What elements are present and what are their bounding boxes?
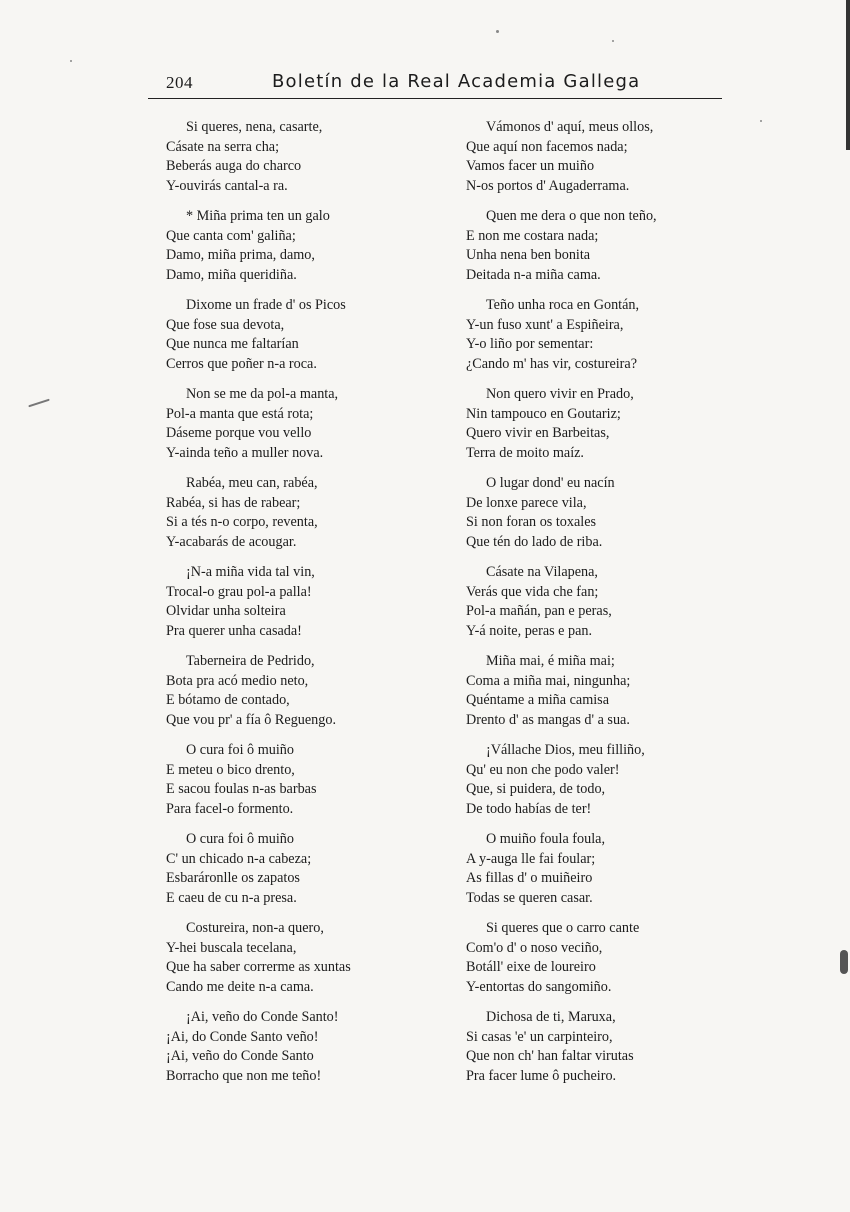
- verse-line: Y-á noite, peras e pan.: [466, 622, 593, 639]
- stanza: [166, 118, 436, 196]
- verse-line: Si queres que o carro cante: [486, 920, 640, 936]
- verse-line: Pra facer lume ô pucheiro.: [466, 1067, 617, 1084]
- stanza: [166, 652, 436, 730]
- verse-line: Y-entortas do sangomiño.: [466, 978, 612, 995]
- verse-line: Si non foran os toxales: [466, 514, 597, 530]
- verse-line: ¡Ai, veño do Conde Santo!: [186, 1009, 339, 1025]
- verse-line: Si casas 'e' un carpinteiro,: [466, 1028, 613, 1045]
- scan-edge-mark: [840, 950, 848, 974]
- verse-line: Drento d' as mangas d' a sua.: [466, 711, 630, 728]
- scan-speck: [760, 120, 762, 122]
- stanza: [166, 830, 436, 908]
- verse-line: Que canta com' galiña;: [166, 227, 296, 244]
- verse-line: Que vou pr' a fía ô Reguengo.: [166, 711, 337, 728]
- stanza: [166, 207, 436, 285]
- stanza: [466, 741, 736, 819]
- verse-line: Borracho que non me teño!: [166, 1067, 322, 1084]
- verse-line: Y-acabarás de acougar.: [166, 533, 297, 550]
- stanza: [166, 296, 436, 374]
- verse-line: Quen me dera o que non teño,: [486, 208, 657, 224]
- verse-line: Pol-a manta que está rota;: [166, 405, 314, 422]
- verse-line: ¿Cando m' has vir, costureira?: [466, 355, 637, 372]
- scan-speck: [612, 40, 614, 42]
- verse-line: Que tén do lado de riba.: [466, 533, 603, 550]
- verse-line: Que fose sua devota,: [166, 316, 285, 333]
- verse-line: ¡Ai, do Conde Santo veño!: [166, 1028, 319, 1045]
- verse-line: Cásate na Vilapena,: [486, 564, 598, 580]
- verse-line: * Miña prima ten un galo: [186, 208, 330, 224]
- verse-line: Y-ouvirás cantal-a ra.: [166, 177, 288, 194]
- verse-line: Esbaráronlle os zapatos: [166, 870, 300, 886]
- verse-line: ¡N-a miña vida tal vin,: [186, 564, 315, 580]
- verse-line: Rabéa, si has de rabear;: [166, 494, 301, 511]
- verse-line: Verás que vida che fan;: [466, 583, 599, 600]
- verse-line: Cerros que poñer n-a roca.: [166, 355, 317, 372]
- verse-line: Y-o liño por sementar:: [466, 336, 594, 352]
- scan-speck: [28, 399, 50, 408]
- verse-line: Quero vivir en Barbeitas,: [466, 425, 610, 441]
- verse-line: Cando me deite n-a cama.: [166, 978, 314, 995]
- verse-line: O muiño foula foula,: [486, 831, 605, 847]
- verse-line: Beberás auga do charco: [166, 158, 302, 174]
- verse-line: Miña mai, é miña mai;: [486, 653, 615, 669]
- verse-line: Y-un fuso xunt' a Espiñeira,: [466, 316, 624, 333]
- verse-line: E caeu de cu n-a presa.: [166, 889, 297, 906]
- verse-line: Terra de moito maíz.: [466, 444, 584, 461]
- verse-line: ¡Vállache Dios, meu filliño,: [486, 742, 645, 758]
- verse-line: Pol-a mañán, pan e peras,: [466, 603, 612, 619]
- stanza: [466, 474, 736, 552]
- verse-line: Si queres, nena, casarte,: [186, 119, 323, 135]
- verse-line: De lonxe parece vila,: [466, 494, 587, 511]
- verse-line: Si a tés n-o corpo, reventa,: [166, 514, 318, 530]
- verse-line: Qu' eu non che podo valer!: [466, 761, 620, 778]
- verse-line: O cura foi ô muiño: [186, 831, 294, 847]
- stanza: [166, 741, 436, 819]
- verse-line: Com'o d' o noso veciño,: [466, 939, 603, 956]
- stanza: [166, 919, 436, 997]
- verse-line: C' un chicado n-a cabeza;: [166, 850, 312, 867]
- verse-line: Y-ainda teño a muller nova.: [166, 444, 324, 461]
- stanza: [466, 830, 736, 908]
- verse-line: Damo, miña queridiña.: [166, 266, 297, 283]
- stanza: [466, 385, 736, 463]
- stanza: [466, 118, 736, 196]
- stanza: [466, 1008, 736, 1086]
- verse-line: Cásate na serra cha;: [166, 138, 280, 155]
- verse-line: Vamos facer un muiño: [466, 158, 595, 174]
- stanza: [466, 563, 736, 641]
- scan-edge-mark: [846, 0, 850, 150]
- verse-line: Dáseme porque vou vello: [166, 425, 312, 441]
- verse-line: Teño unha roca en Gontán,: [486, 297, 640, 313]
- verse-line: Damo, miña prima, damo,: [166, 247, 315, 263]
- verse-line: O cura foi ô muiño: [186, 742, 294, 758]
- verse-line: As fillas d' o muiñeiro: [466, 870, 593, 886]
- stanza: [166, 474, 436, 552]
- verse-line: E bótamo de contado,: [166, 692, 290, 708]
- verse-line: O lugar dond' eu nacín: [486, 475, 615, 491]
- page-number: 204: [166, 73, 193, 92]
- stanza: [466, 296, 736, 374]
- scan-speck: [70, 60, 72, 62]
- verse-line: Que nunca me faltarían: [166, 336, 299, 352]
- verse-line: Y-hei buscala tecelana,: [166, 939, 297, 956]
- verse-line: N-os portos d' Augaderrama.: [466, 177, 630, 194]
- verse-line: Para facel-o formento.: [166, 800, 294, 817]
- stanza: [166, 1008, 436, 1086]
- verse-line: Pra querer unha casada!: [166, 622, 302, 639]
- verse-line: Todas se queren casar.: [466, 889, 593, 906]
- verse-line: Dichosa de ti, Maruxa,: [486, 1009, 616, 1025]
- verse-line: Non quero vivir en Prado,: [486, 386, 634, 402]
- verse-line: A y-auga lle fai foular;: [466, 850, 596, 867]
- verse-line: De todo habías de ter!: [466, 800, 592, 817]
- verse-line: Botáll' eixe de loureiro: [466, 959, 596, 975]
- verse-line: Quéntame a miña camisa: [466, 692, 609, 708]
- stanza: [466, 652, 736, 730]
- verse-line: Vámonos d' aquí, meus ollos,: [486, 119, 654, 135]
- scan-speck: [496, 30, 499, 33]
- left-column: [166, 118, 436, 1097]
- verse-line: ¡Ai, veño do Conde Santo: [166, 1048, 314, 1064]
- verse-line: Dixome un frade d' os Picos: [186, 297, 346, 313]
- verse-line: Que, si puidera, de todo,: [466, 781, 606, 797]
- verse-line: Olvidar unha solteira: [166, 603, 286, 619]
- verse-line: Nin tampouco en Goutariz;: [466, 405, 621, 422]
- verse-line: Que non ch' han faltar virutas: [466, 1048, 634, 1064]
- right-column: [466, 118, 736, 1097]
- verse-line: Bota pra acó medio neto,: [166, 672, 309, 689]
- page-header: [148, 68, 722, 99]
- verse-line: E non me costara nada;: [466, 227, 599, 244]
- verse-line: Taberneira de Pedrido,: [186, 653, 315, 669]
- verse-line: Rabéa, meu can, rabéa,: [186, 475, 318, 491]
- verse-line: E meteu o bico drento,: [166, 761, 295, 778]
- verse-line: Trocal-o grau pol-a palla!: [166, 583, 312, 600]
- stanza: [166, 563, 436, 641]
- verse-line: Unha nena ben bonita: [466, 247, 591, 263]
- verse-line: Deitada n-a miña cama.: [466, 266, 601, 283]
- verse-line: Que ha saber correrme as xuntas: [166, 959, 351, 975]
- verse-line: Costureira, non-a quero,: [186, 920, 324, 936]
- stanza: [166, 385, 436, 463]
- verse-line: Que aquí non facemos nada;: [466, 138, 628, 155]
- stanza: [466, 919, 736, 997]
- verse-line: E sacou foulas n-as barbas: [166, 781, 317, 797]
- verse-line: Coma a miña mai, ningunha;: [466, 672, 631, 689]
- journal-title: Boletín de la Real Academia Gallega: [272, 71, 641, 92]
- verse-line: Non se me da pol-a manta,: [186, 386, 339, 402]
- stanza: [466, 207, 736, 285]
